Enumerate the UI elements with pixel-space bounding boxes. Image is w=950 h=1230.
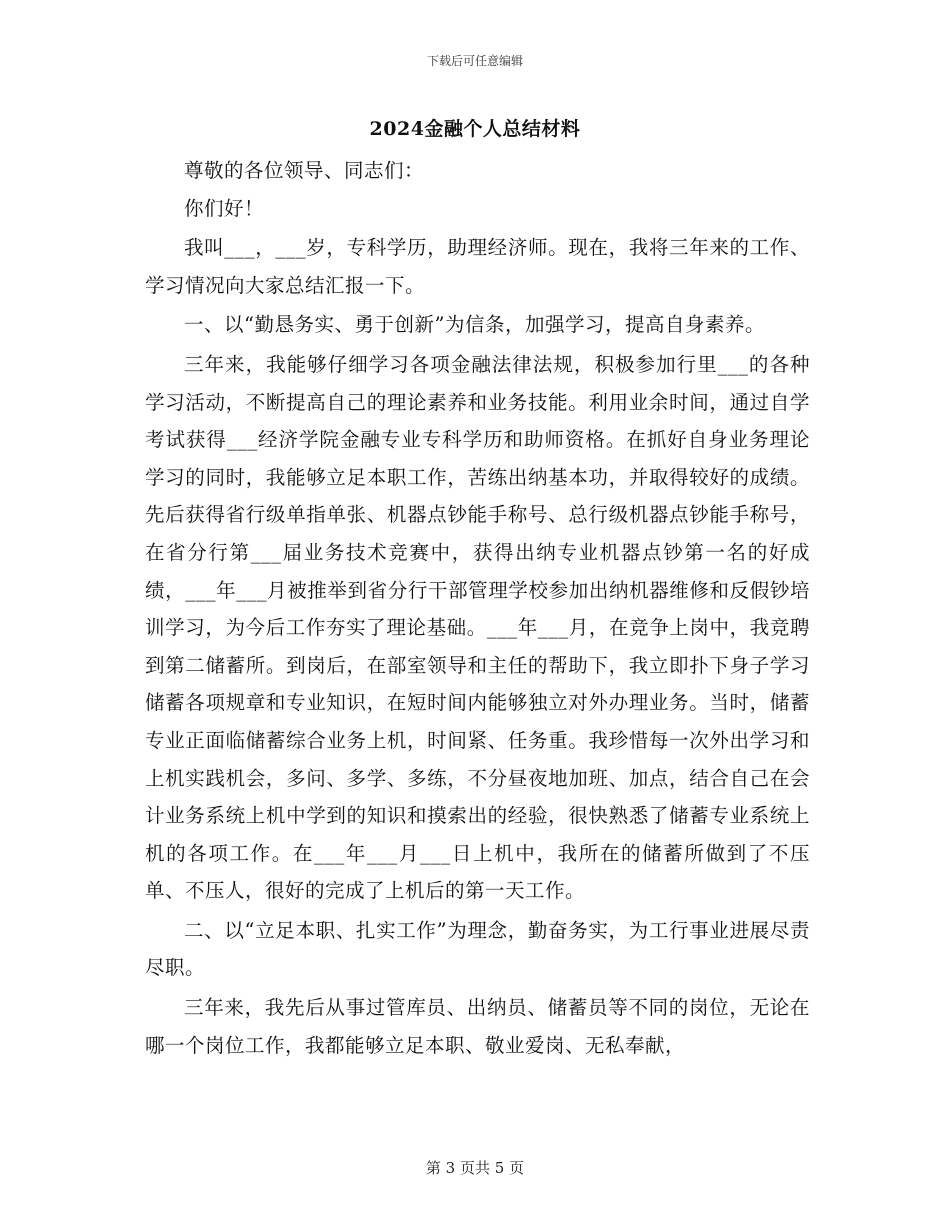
intro-paragraph: 我叫___，___岁，专科学历，助理经济师。现在，我将三年来的工作、学习情况向大家总结汇报一下。 — [145, 236, 810, 297]
salutation: 尊敬的各位领导、同志们： — [184, 159, 425, 182]
greeting: 你们好！ — [184, 196, 265, 220]
document-title: 2024金融个人总结材料 — [369, 118, 581, 140]
section-heading-2: 二、以“立足本职、扎实工作”为理念，勤奋务实，为工行事业进展尽责尽职。 — [145, 918, 810, 980]
section-heading-1: 一、以“勤恳务实、勇于创新”为信条，加强学习，提高自身素养。 — [184, 313, 765, 337]
header-note: 下载后可任意编辑 — [426, 54, 523, 68]
page-footer: 第 3 页共 5 页 — [425, 1159, 525, 1177]
section-1-paragraph: 三年来，我能够仔细学习各项金融法律法规，积极参加行里___的各种学习活动，不断提高自己的理论素养和业务技能。利用业余时间，通过自学考试获得___经济学院金融专业专科学历和助师资格。在抓好自身业务理论学习的同时，我能够立足本职工作，苦练出纳基本功，并取得较好的成绩。先后获得省行级单指单张、机器点钞能手称号、总行级机器点钞能手称号，在省分行第___届业务技术竞赛中，获得出纳专业机器点钞第一名的好成绩，___年___月被推举到省分行干部管理学校参加出纳机器维修和反假钞培训学习，为今后工作夯实了理论基础。___年___月，在竞争上岗中，我竞聘到第二储蓄所。到岗后，在部室领导和主任的帮助下，我立即扑下身子学习储蓄各项规章和专业知识，在短时间内能够独立对外办理业务。当时，储蓄专业正面临储蓄综合业务上机，时间紧、任务重。我珍惜每一次外出学习和上机实践机会，多问、多学、多练，不分昼夜地加班、加点，结合自己在会计业务系统上机中学到的知识和摸索出的经验，很快熟悉了储蓄专业系统上机的各项工作。在___年___月___日上机中，我所在的储蓄所做到了不压单、不压人，很好的完成了上机后的第一天工作。 — [145, 352, 810, 903]
section-2-paragraph: 三年来，我先后从事过管库员、出纳员、储蓄员等不同的岗位，无论在哪一个岗位工作，我都能够立足本职、敬业爱岗、无私奉献， — [145, 996, 810, 1057]
document-body — [145, 152, 810, 1064]
